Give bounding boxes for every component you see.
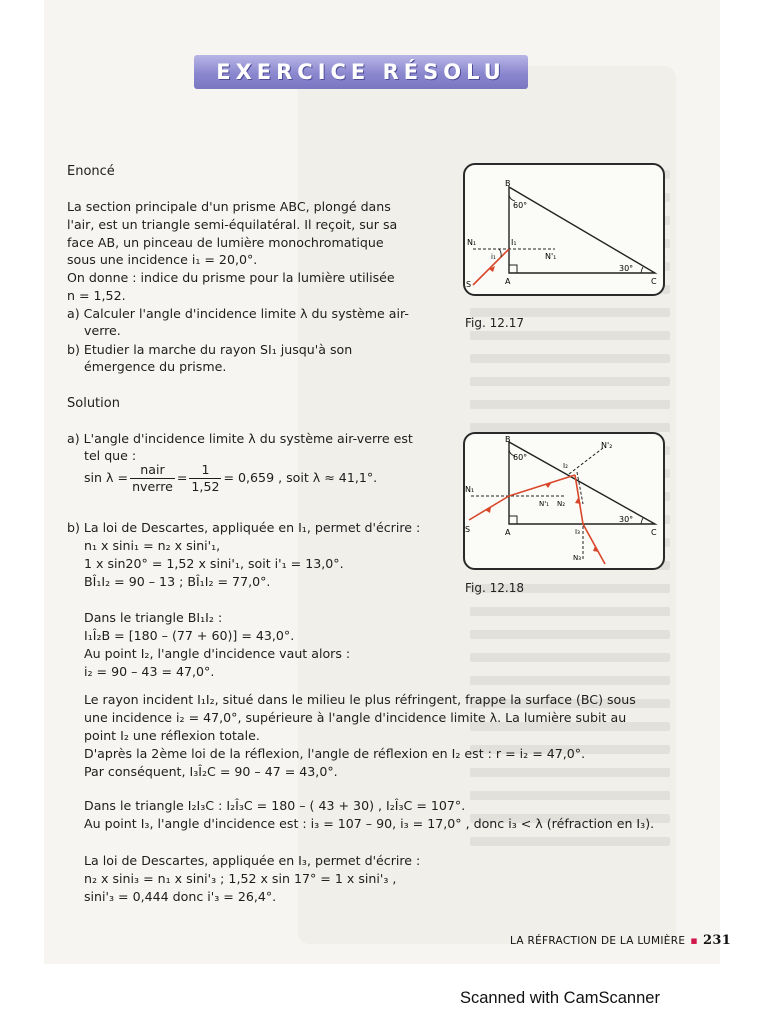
- footer-separator: ▪: [690, 934, 699, 947]
- solution-heading: Solution: [67, 396, 120, 411]
- label-C: C: [651, 277, 657, 286]
- label-I3: I₃: [575, 528, 580, 536]
- formula-limit-angle: [84, 458, 377, 498]
- solution-b-line: n₁ x sini₁ = n₂ x sini'₁,: [84, 538, 221, 553]
- angle-60: 60°: [513, 453, 528, 462]
- fraction-num: 1: [189, 462, 221, 479]
- enonce-line: émergence du prisme.: [84, 359, 227, 374]
- rayon-line: Le rayon incident I₁I₂, situé dans le milieu le plus réfringent, frappe la surface (BC) sous: [84, 692, 636, 707]
- banner-title: EXERCICE RÉSOLU: [216, 60, 506, 84]
- figure-12-18-caption: Fig. 12.18: [465, 581, 524, 595]
- label-B: B: [505, 435, 511, 444]
- i3-line: Au point I₃, l'angle d'incidence est : i₃ = 107 – 90, i₃ = 17,0° , donc i₃ < λ (réfraction en I₃).: [84, 816, 655, 831]
- final-line: La loi de Descartes, appliquée en I₃, permet d'écrire :: [84, 853, 421, 868]
- enonce-line: l'air, est un triangle semi-équilatéral. Il reçoit, sur sa: [67, 217, 398, 232]
- figure-12-17-caption: Fig. 12.17: [465, 316, 524, 330]
- angle-i1: i₁: [491, 253, 496, 261]
- figure-12-17: [463, 163, 665, 296]
- final-line: sini'₃ = 0,444 donc i'₃ = 26,4°.: [84, 889, 277, 904]
- label-C: C: [651, 528, 657, 537]
- angle-30: 30°: [619, 515, 634, 524]
- exercise-banner: [194, 55, 528, 89]
- label-N3: N₃: [573, 554, 582, 562]
- scanner-watermark: Scanned with CamScanner: [460, 989, 660, 1007]
- enonce-line: face AB, un pinceau de lumière monochromatique: [67, 235, 384, 250]
- label-N1-prime: N'₁: [545, 252, 557, 261]
- i3-line: Dans le triangle I₂I₃C : I₂Î₃C = 180 – ( 43 + 30) , I₂Î₃C = 107°.: [84, 798, 466, 813]
- solution-a-line: a) L'angle d'incidence limite λ du système air-verre est: [67, 431, 413, 446]
- triangle-line: i₂ = 90 – 43 = 47,0°.: [84, 664, 215, 679]
- page-number: 231: [703, 933, 732, 948]
- enonce-line: b) Etudier la marche du rayon SI₁ jusqu'à son: [67, 342, 353, 357]
- triangle-line: Au point I₂, l'angle d'incidence vaut alors :: [84, 646, 351, 661]
- rayon-line: Par conséquent, I₃Î₂C = 90 – 47 = 43,0°.: [84, 764, 338, 779]
- angle-30: 30°: [619, 264, 634, 273]
- final-line: n₂ x sini₃ = n₁ x sini'₃ ; 1,52 x sin 17° = 1 x sini'₃ ,: [84, 871, 397, 886]
- label-I2: I₂: [563, 462, 568, 470]
- triangle-line: Dans le triangle BI₁I₂ :: [84, 610, 223, 625]
- angle-60: 60°: [513, 201, 528, 210]
- enonce-heading: Enoncé: [67, 164, 115, 179]
- chapter-title: LA RÉFRACTION DE LA LUMIÈRE: [510, 935, 686, 947]
- label-A: A: [505, 528, 511, 537]
- label-N1: N₁: [467, 238, 477, 247]
- label-S: S: [466, 280, 472, 289]
- rayon-line: D'après la 2ème loi de la réflexion, l'angle de réflexion en I₂ est : r = i₂ = 47,0°.: [84, 746, 586, 761]
- formula-eq: =: [176, 470, 188, 486]
- figure-12-18: [463, 432, 665, 570]
- label-N1: N₁: [465, 485, 475, 494]
- formula-lhs: sin λ =: [84, 470, 129, 486]
- enonce-line: verre.: [84, 323, 121, 338]
- label-N2-prime: N'₂: [601, 441, 613, 450]
- label-N1-prime: N'₁: [539, 500, 549, 508]
- label-I1: I₁: [511, 238, 517, 247]
- fraction-value: [189, 462, 221, 495]
- enonce-line: La section principale d'un prisme ABC, plongé dans: [67, 199, 391, 214]
- rayon-line: point I₂ une réflexion totale.: [84, 728, 260, 743]
- formula-rhs: = 0,659 , soit λ ≈ 41,1°.: [223, 470, 378, 486]
- enonce-line: n = 1,52.: [67, 288, 126, 303]
- enonce-line: sous une incidence i₁ = 20,0°.: [67, 252, 258, 267]
- label-N2: N₂: [557, 500, 566, 508]
- fraction-den: 1,52: [191, 478, 220, 494]
- enonce-line: On donne : indice du prisme pour la lumière utilisée: [67, 270, 395, 285]
- page-footer: [510, 933, 731, 948]
- triangle-line: I₁Î₂B = [180 – (77 + 60)] = 43,0°.: [84, 628, 295, 643]
- solution-a-line: tel que :: [84, 448, 137, 463]
- solution-b-line: 1 x sin20° = 1,52 x sini'₁, soit i'₁ = 13,0°.: [84, 556, 344, 571]
- fraction-n: [130, 462, 175, 495]
- label-S: S: [465, 525, 471, 534]
- label-A: A: [505, 277, 511, 286]
- fraction-num: nair: [130, 462, 175, 479]
- fraction-den: nverre: [132, 478, 173, 494]
- enonce-line: a) Calculer l'angle d'incidence limite λ du système air-: [67, 306, 409, 321]
- label-B: B: [505, 179, 511, 188]
- solution-b-line: BÎ₁I₂ = 90 – 13 ; BÎ₁I₂ = 77,0°.: [84, 574, 271, 589]
- solution-b-line: b) La loi de Descartes, appliquée en I₁, permet d'écrire :: [67, 520, 421, 535]
- rayon-line: une incidence i₂ = 47,0°, supérieure à l'angle d'incidence limite λ. La lumière subit au: [84, 710, 627, 725]
